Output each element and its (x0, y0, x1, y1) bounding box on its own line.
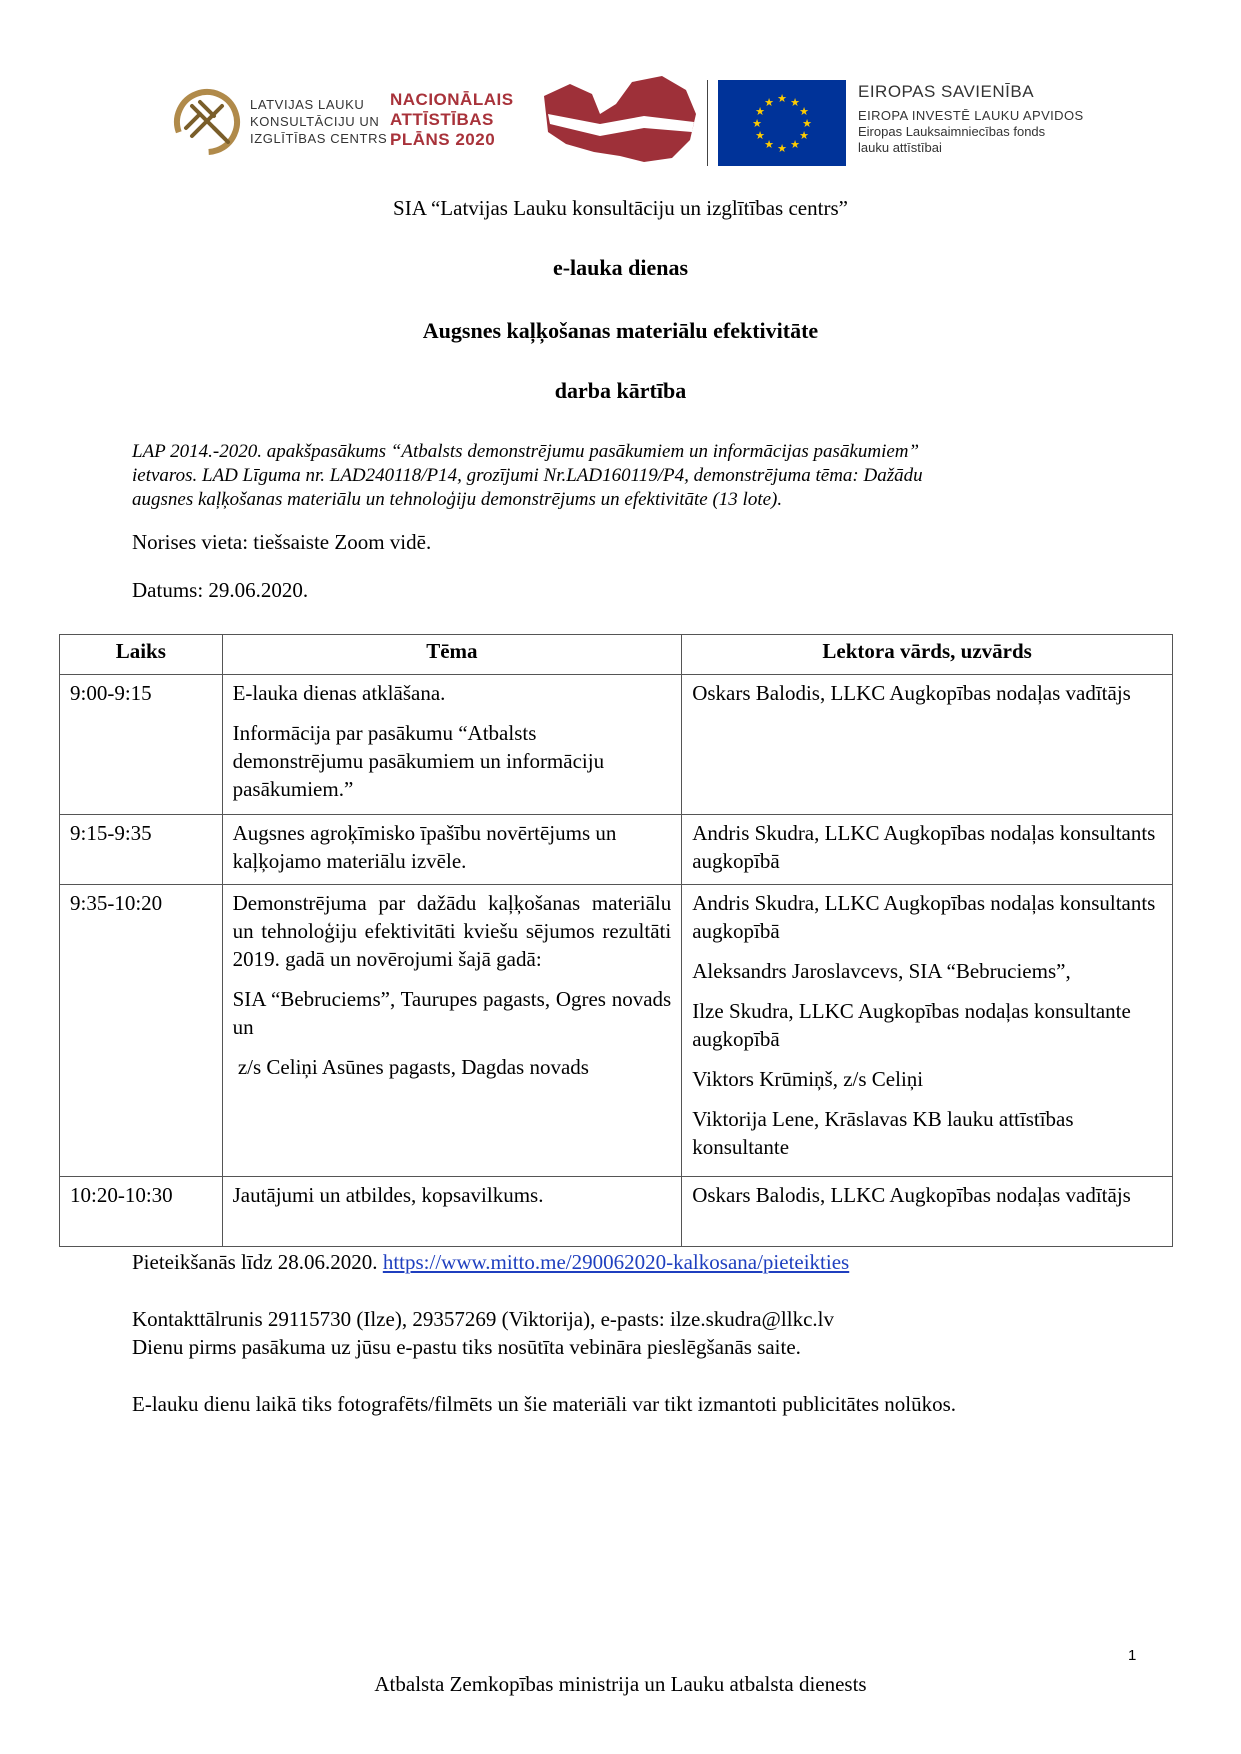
eu-line-2: Eiropas Lauksaimniecības fonds (858, 124, 1046, 139)
svg-text:★: ★ (777, 142, 787, 155)
logo-strip (0, 0, 1241, 180)
svg-text:★: ★ (777, 92, 787, 105)
lecturer-cell (682, 815, 1173, 885)
topic-title: Augsnes kaļķošanas materiālu efektivitāte (422, 318, 819, 343)
lecturer-cell (682, 675, 1173, 815)
topic-text: Jautājumi un atbildes, kopsavilkums. (232, 1183, 544, 1207)
llkc-emblem-icon (170, 86, 246, 158)
topic-cell (222, 815, 682, 885)
svg-text:★: ★ (799, 129, 809, 142)
col-header-topic: Tēma (222, 635, 682, 675)
col-header-lecturer: Lektora vārds, uzvārds (682, 635, 1173, 675)
svg-text:★: ★ (764, 138, 774, 151)
topic-text: Demonstrējuma par dažādu kaļķošanas materiālu un tehnoloģiju efektivitāti kviešu sējumos rezultāti 2019. gadā un novērojumi šajā gadā: (232, 891, 672, 971)
program-note (132, 440, 1092, 512)
eu-flag-icon (718, 80, 846, 166)
eu-title: EIROPAS SAVIENĪBA (858, 82, 1035, 101)
nap-line-1: NACIONĀLAIS (390, 90, 514, 109)
eu-line-3: lauku attīstībai (858, 140, 942, 155)
registration-link[interactable]: https://www.mitto.me/290062020-kalkosana/pieteikties (382, 1250, 850, 1274)
time-cell: 9:00-9:15 (60, 675, 223, 815)
topic-text: z/s Celiņi Asūnes pagasts, Dagdas novads (232, 1055, 589, 1079)
lecturer-cell (682, 885, 1173, 1177)
table-header-row (60, 635, 1173, 675)
eu-subtitle (858, 108, 1084, 156)
svg-text:★: ★ (790, 138, 800, 151)
svg-text:★: ★ (755, 105, 765, 118)
eu-line-1: EIROPA INVESTĒ LAUKU APVIDOS (858, 108, 1084, 123)
topic-text: Informācija par pasākumu “Atbalsts demonstrējumu pasākumiem un informāciju pasākumiem.” (232, 721, 605, 801)
program-note-line: LAP 2014.-2020. apakšpasākums “Atbalsts demonstrējumu pasākumiem un informācijas pasākumiem” (132, 441, 920, 462)
event-date: Datums: 29.06.2020. (132, 578, 309, 602)
contacts: Kontakttālrunis 29115730 (Ilze), 29357269 (Viktorija), e-pasts: ilze.skudra@llkc.lv (132, 1307, 834, 1331)
table-row (60, 1177, 1173, 1247)
svg-text:★: ★ (752, 117, 762, 130)
logo-divider (707, 80, 708, 166)
llkc-line-1: LATVIJAS LAUKU (250, 97, 365, 112)
lecturer-text: Viktorija Lene, Krāslavas KB lauku attīstības konsultante (692, 1107, 1074, 1159)
nap-logo-text (390, 90, 514, 150)
topic-cell (222, 675, 682, 815)
latvia-map-icon (540, 74, 700, 166)
topic-text: SIA “Bebruciems”, Taurupes pagasts, Ogres novads un (232, 987, 672, 1039)
llkc-line-3: IZGLĪTĪBAS CENTRS (250, 131, 388, 146)
program-note-line: ietvaros. LAD Līguma nr. LAD240118/P14, grozījumi Nr.LAD160119/P4, demonstrējuma tēma: Dažādu (132, 465, 923, 486)
topic-cell (222, 885, 682, 1177)
lecturer-text: Ilze Skudra, LLKC Augkopības nodaļas konsultante augkopībā (692, 999, 1131, 1051)
llkc-line-2: KONSULTĀCIJU UN (250, 114, 380, 129)
table-row (60, 815, 1173, 885)
svg-text:★: ★ (799, 105, 809, 118)
venue: Norises vieta: tiešsaiste Zoom vidē. (132, 530, 432, 554)
webinar-note: Dienu pirms pasākuma uz jūsu e-pastu tiks nosūtīta vebināra pieslēgšanās saite. (132, 1335, 801, 1359)
registration-line (132, 1248, 849, 1276)
time-cell: 9:15-9:35 (60, 815, 223, 885)
topic-text: E-lauka dienas atklāšana. (232, 681, 446, 705)
nap-line-2: ATTĪSTĪBAS (390, 110, 494, 129)
svg-text:★: ★ (755, 129, 765, 142)
lecturer-text: Aleksandrs Jaroslavcevs, SIA “Bebruciems”, (692, 959, 1071, 983)
svg-text:★: ★ (790, 96, 800, 109)
program-note-line: augsnes kaļķošanas materiālu un tehnoloģiju demonstrējums un efektivitāte (13 lote). (132, 489, 783, 510)
page-footer: Atbalsta Zemkopības ministrija un Lauku atbalsta dienests (374, 1672, 867, 1696)
lecturer-text: Viktors Krūmiņš, z/s Celiņi (692, 1067, 924, 1091)
svg-text:★: ★ (764, 96, 774, 109)
organization-name: SIA “Latvijas Lauku konsultāciju un izglītības centrs” (393, 196, 848, 220)
lecturer-text: Andris Skudra, LLKC Augkopības nodaļas konsultants augkopībā (692, 821, 1156, 873)
event-title: e-lauka dienas (552, 255, 689, 280)
time-cell: 9:35-10:20 (60, 885, 223, 1177)
topic-text: Augsnes agroķīmisko īpašību novērtējums un kaļķojamo materiālu izvēle. (232, 821, 617, 873)
agenda-heading: darba kārtība (554, 378, 687, 403)
agenda-table (59, 634, 1173, 1247)
time-cell: 10:20-10:30 (60, 1177, 223, 1247)
table-row (60, 885, 1173, 1177)
lecturer-text: Oskars Balodis, LLKC Augkopības nodaļas vadītājs (692, 681, 1131, 705)
table-row (60, 675, 1173, 815)
col-header-time: Laiks (60, 635, 223, 675)
lecturer-cell (682, 1177, 1173, 1247)
topic-cell (222, 1177, 682, 1247)
page-number: 1 (1128, 1647, 1137, 1664)
registration-text: Pieteikšanās līdz 28.06.2020. (132, 1250, 383, 1274)
llkc-logo-text (250, 96, 387, 147)
photo-note: E-lauku dienu laikā tiks fotografēts/filmēts un šie materiāli var tikt izmantoti publicitātes nolūkos. (132, 1392, 957, 1416)
nap-line-3: PLĀNS 2020 (390, 130, 496, 149)
svg-text:★: ★ (802, 117, 812, 130)
lecturer-text: Oskars Balodis, LLKC Augkopības nodaļas vadītājs (692, 1183, 1131, 1207)
lecturer-text: Andris Skudra, LLKC Augkopības nodaļas konsultants augkopībā (692, 891, 1156, 943)
